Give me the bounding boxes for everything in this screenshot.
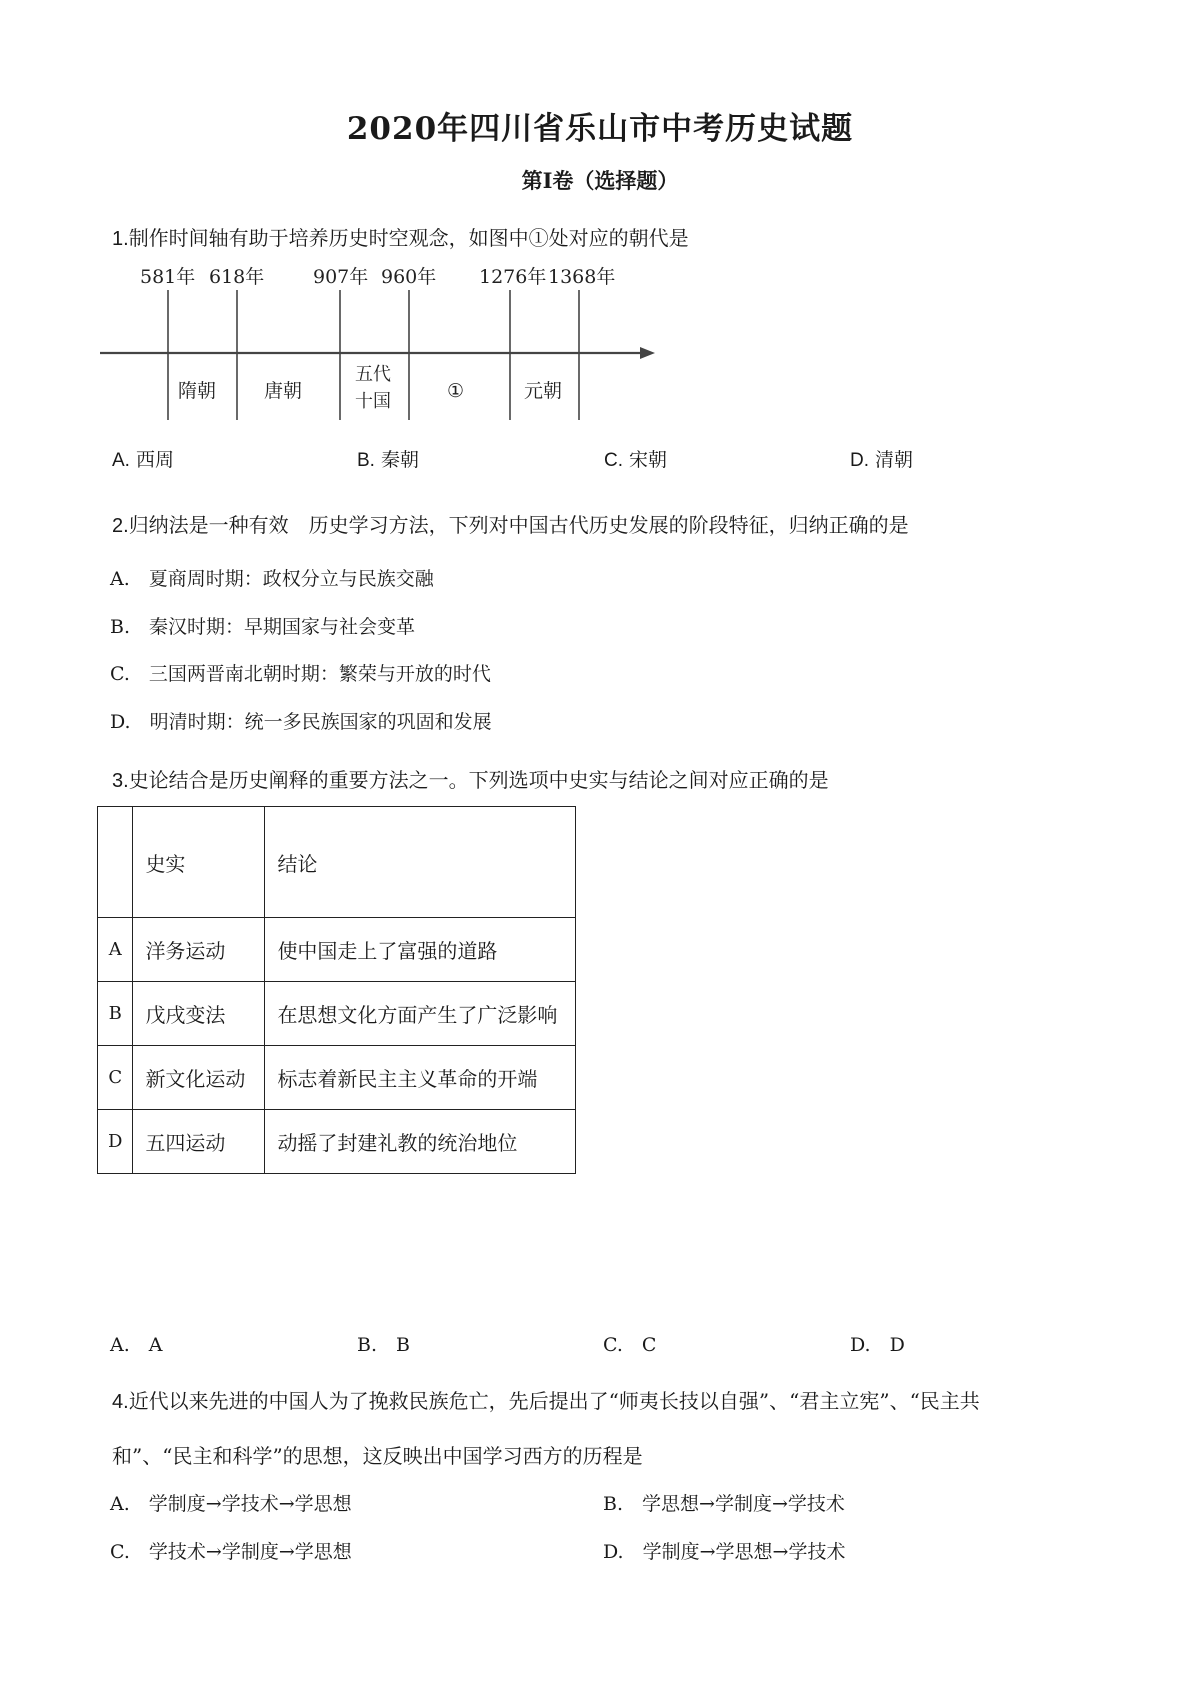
timeline-period-yuan: 元朝 (524, 380, 563, 402)
timeline-period-five-dynasties: 五代 (355, 364, 391, 385)
q3-option-b[interactable]: B. B (357, 1334, 410, 1356)
q4-option-d[interactable]: D. 学制度→学思想→学技术 (603, 1541, 846, 1563)
timeline-year-618: 618年 (209, 266, 265, 288)
table-cell: D (98, 1110, 133, 1174)
table-row (98, 982, 576, 1046)
table-row (98, 1046, 576, 1110)
table-header-cell (98, 807, 133, 918)
question-1-number: 1. (112, 228, 129, 250)
question-4-text-line1: 近代以来先进的中国人为了挽救民族危亡，先后提出了“师夷长技以自强”、“君主立宪”、“民主共 (128, 1389, 980, 1413)
q2-option-c[interactable]: C. 三国两晋南北朝时期：繁荣与开放的时代 (110, 663, 491, 685)
question-3-stem (112, 764, 829, 793)
timeline-diagram (100, 260, 660, 430)
question-3-text: 史论结合是历史阐释的重要方法之一。下列选项中史实与结论之间对应正确的是 (128, 768, 829, 792)
timeline-period-ten-kingdoms: 十国 (355, 391, 391, 412)
timeline-year-581: 581年 (140, 266, 196, 288)
q3-option-d[interactable]: D. D (850, 1334, 905, 1356)
timeline-year-1276: 1276年 (479, 266, 547, 288)
table-cell: 标志着新民主主义革命的开端 (265, 1046, 576, 1110)
table-cell: 戊戌变法 (133, 982, 265, 1046)
q3-option-a[interactable]: A. A (110, 1334, 163, 1356)
timeline-period-blank: ① (447, 380, 465, 402)
facts-table (97, 806, 576, 1174)
table-cell: 五四运动 (133, 1110, 265, 1174)
question-2-number: 2. (112, 515, 129, 537)
question-3-number: 3. (112, 770, 129, 792)
q4-option-b[interactable]: B. 学思想→学制度→学技术 (603, 1493, 845, 1515)
table-cell: A (98, 918, 133, 982)
timeline-year-1368: 1368年 (548, 266, 616, 288)
question-4-stem-line1 (112, 1385, 980, 1414)
question-4-number: 4. (112, 1391, 129, 1413)
timeline-year-907: 907年 (313, 266, 369, 288)
question-4-stem-line2: 和”、“民主和科学”的思想，这反映出中国学习西方的历程是 (112, 1444, 643, 1468)
table-cell: C (98, 1046, 133, 1110)
q2-option-d[interactable]: D. 明清时期：统一多民族国家的巩固和发展 (110, 711, 492, 733)
table-cell: 使中国走上了富强的道路 (265, 918, 576, 982)
q1-option-a[interactable]: A. 西周 (112, 449, 175, 471)
timeline-arrow (640, 347, 655, 359)
section-title: 第Ⅰ卷（选择题） (521, 168, 679, 193)
q3-option-c[interactable]: C. C (603, 1334, 657, 1356)
table-header-cell: 史实 (133, 807, 265, 918)
q1-option-d[interactable]: D. 清朝 (850, 449, 914, 471)
table-cell: 洋务运动 (133, 918, 265, 982)
table-cell: 在思想文化方面产生了广泛影响 (265, 982, 576, 1046)
question-1-text: 制作时间轴有助于培养历史时空观念，如图中①处对应的朝代是 (128, 226, 689, 250)
q2-option-b[interactable]: B. 秦汉时期：早期国家与社会变革 (110, 616, 416, 638)
question-1-stem (112, 222, 689, 251)
timeline-period-sui: 隋朝 (178, 380, 217, 402)
table-header-row (98, 807, 576, 918)
table-header-cell: 结论 (265, 807, 576, 918)
q4-option-a[interactable]: A. 学制度→学技术→学思想 (110, 1493, 352, 1515)
timeline-period-tang: 唐朝 (264, 380, 303, 402)
table-row (98, 918, 576, 982)
question-2-stem (112, 509, 909, 538)
page-title: 2020年四川省乐山市中考历史试题 (346, 111, 854, 147)
q1-option-b[interactable]: B. 秦朝 (357, 449, 420, 471)
table-row (98, 1110, 576, 1174)
q1-option-c[interactable]: C. 宋朝 (604, 449, 668, 471)
q2-option-a[interactable]: A. 夏商周时期：政权分立与民族交融 (110, 568, 434, 590)
question-2-text: 归纳法是一种有效 历史学习方法，下列对中国古代历史发展的阶段特征，归纳正确的是 (128, 513, 909, 537)
table-cell: 新文化运动 (133, 1046, 265, 1110)
q4-option-c[interactable]: C. 学技术→学制度→学思想 (110, 1541, 352, 1563)
table-cell: 动摇了封建礼教的统治地位 (265, 1110, 576, 1174)
table-cell: B (98, 982, 133, 1046)
timeline-year-960: 960年 (381, 266, 437, 288)
